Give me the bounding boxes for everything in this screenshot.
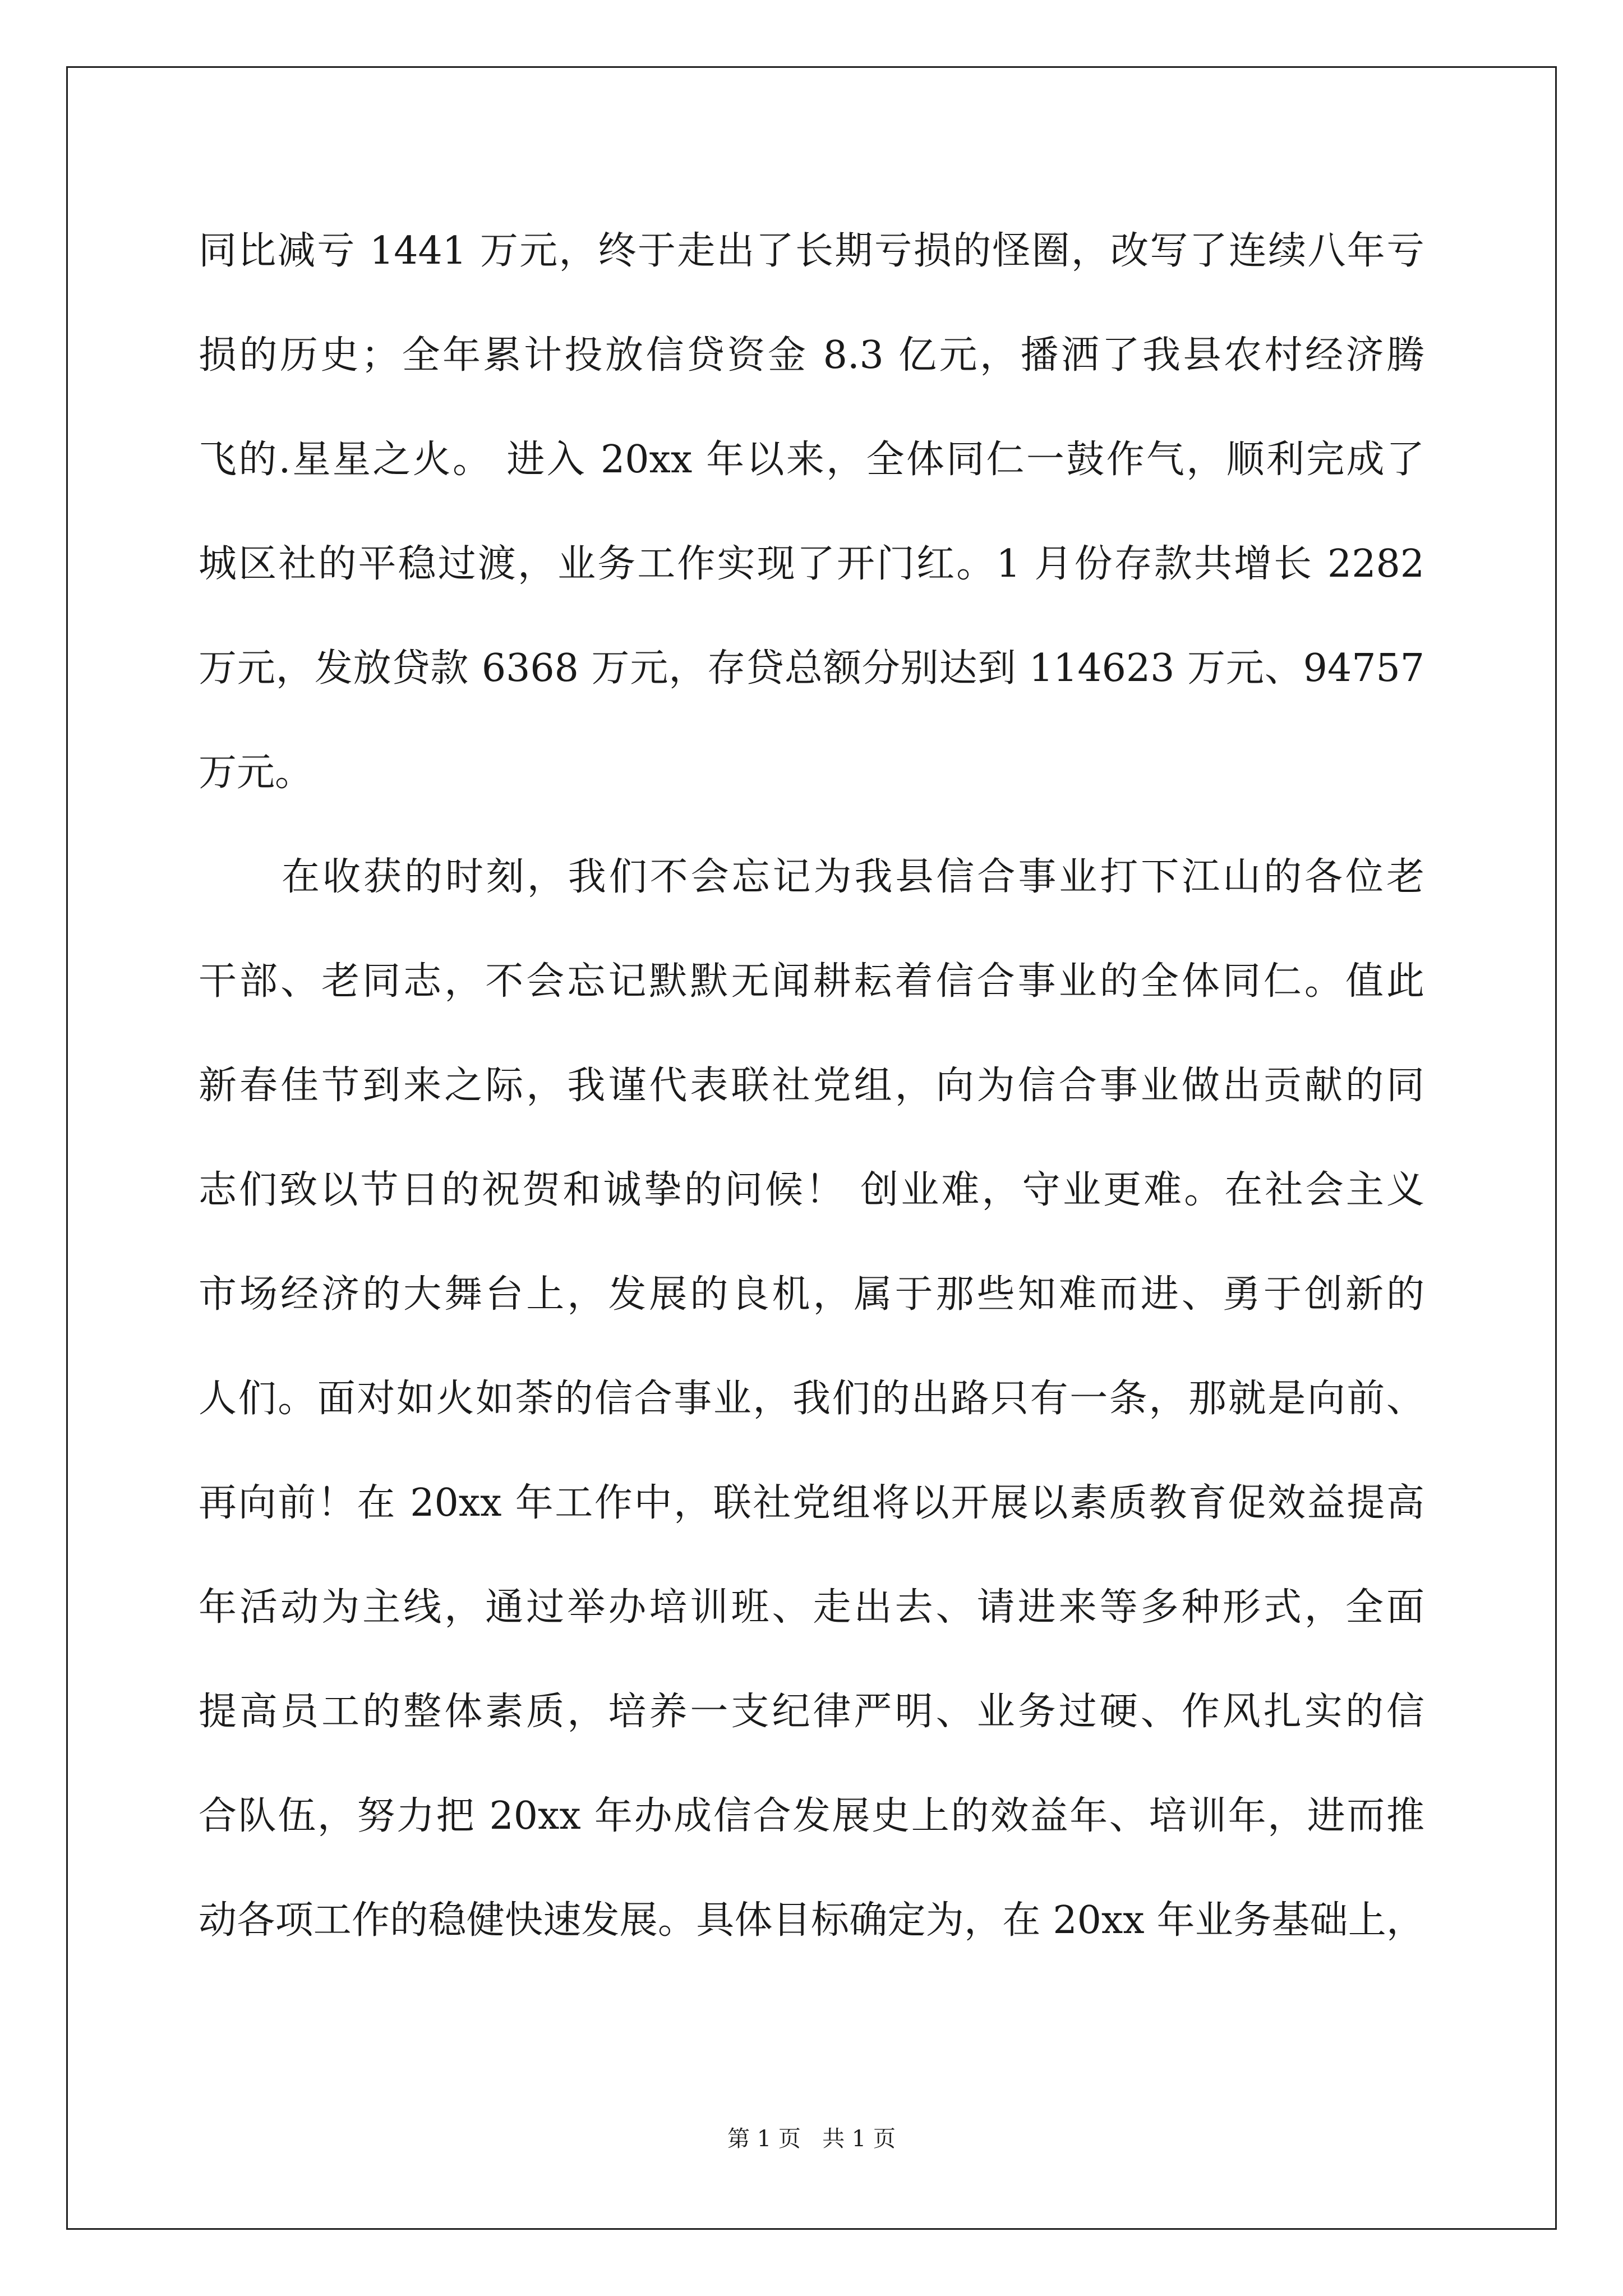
text-line: 志们致以节日的祝贺和诚挚的问候！ 创业难，守业更难。在社会主义 [199, 1168, 1424, 1212]
text-line: 市场经济的大舞台上，发展的良机，属于那些知难而进、勇于创新的 [199, 1272, 1424, 1317]
text-line: 干部、老同志，不会忘记默默无闻耕耘着信合事业的全体同仁。值此 [199, 959, 1424, 1004]
text-line: 万元，发放贷款 6368 万元，存贷总额分别达到 114623 万元、94757 [199, 646, 1424, 691]
text-line: 合队伍，努力把 20xx 年办成信合发展史上的效益年、培训年，进而推 [199, 1794, 1424, 1838]
text-line: 城区社的平稳过渡，业务工作实现了开门红。1 月份存款共增长 2282 [199, 542, 1424, 586]
text-line: 动各项工作的稳健快速发展。具体目标确定为，在 20xx 年业务基础上， [199, 1898, 1424, 1943]
text-line: 万元。 [199, 751, 313, 795]
paragraph-first-line: 在收获的时刻，我们不会忘记为我县信合事业打下江山的各位老 [282, 855, 1424, 899]
page-number: 第 1 页 [727, 2126, 801, 2152]
text-line: 再向前！在 20xx 年工作中，联社党组将以开展以素质教育促效益提高 [199, 1481, 1424, 1525]
text-line: 人们。面对如火如荼的信合事业，我们的出路只有一条，那就是向前、 [199, 1377, 1424, 1421]
text-line: 提高员工的整体素质，培养一支纪律严明、业务过硬、作风扎实的信 [199, 1690, 1424, 1734]
text-line: 飞的.星星之火。 进入 20xx 年以来，全体同仁一鼓作气，顺利完成了 [199, 438, 1424, 482]
page-footer [0, 2122, 1623, 2156]
text-line: 损的历史；全年累计投放信贷资金 8.3 亿元，播洒了我县农村经济腾 [199, 333, 1424, 378]
document-body [199, 199, 1424, 1973]
text-line: 年活动为主线，通过举办培训班、走出去、请进来等多种形式，全面 [199, 1585, 1424, 1630]
text-line: 同比减亏 1441 万元，终于走出了长期亏损的怪圈，改写了连续八年亏 [199, 229, 1424, 273]
page-total: 共 1 页 [822, 2126, 896, 2152]
text-line: 新春佳节到来之际，我谨代表联社党组，向为信合事业做出贡献的同 [199, 1064, 1424, 1108]
